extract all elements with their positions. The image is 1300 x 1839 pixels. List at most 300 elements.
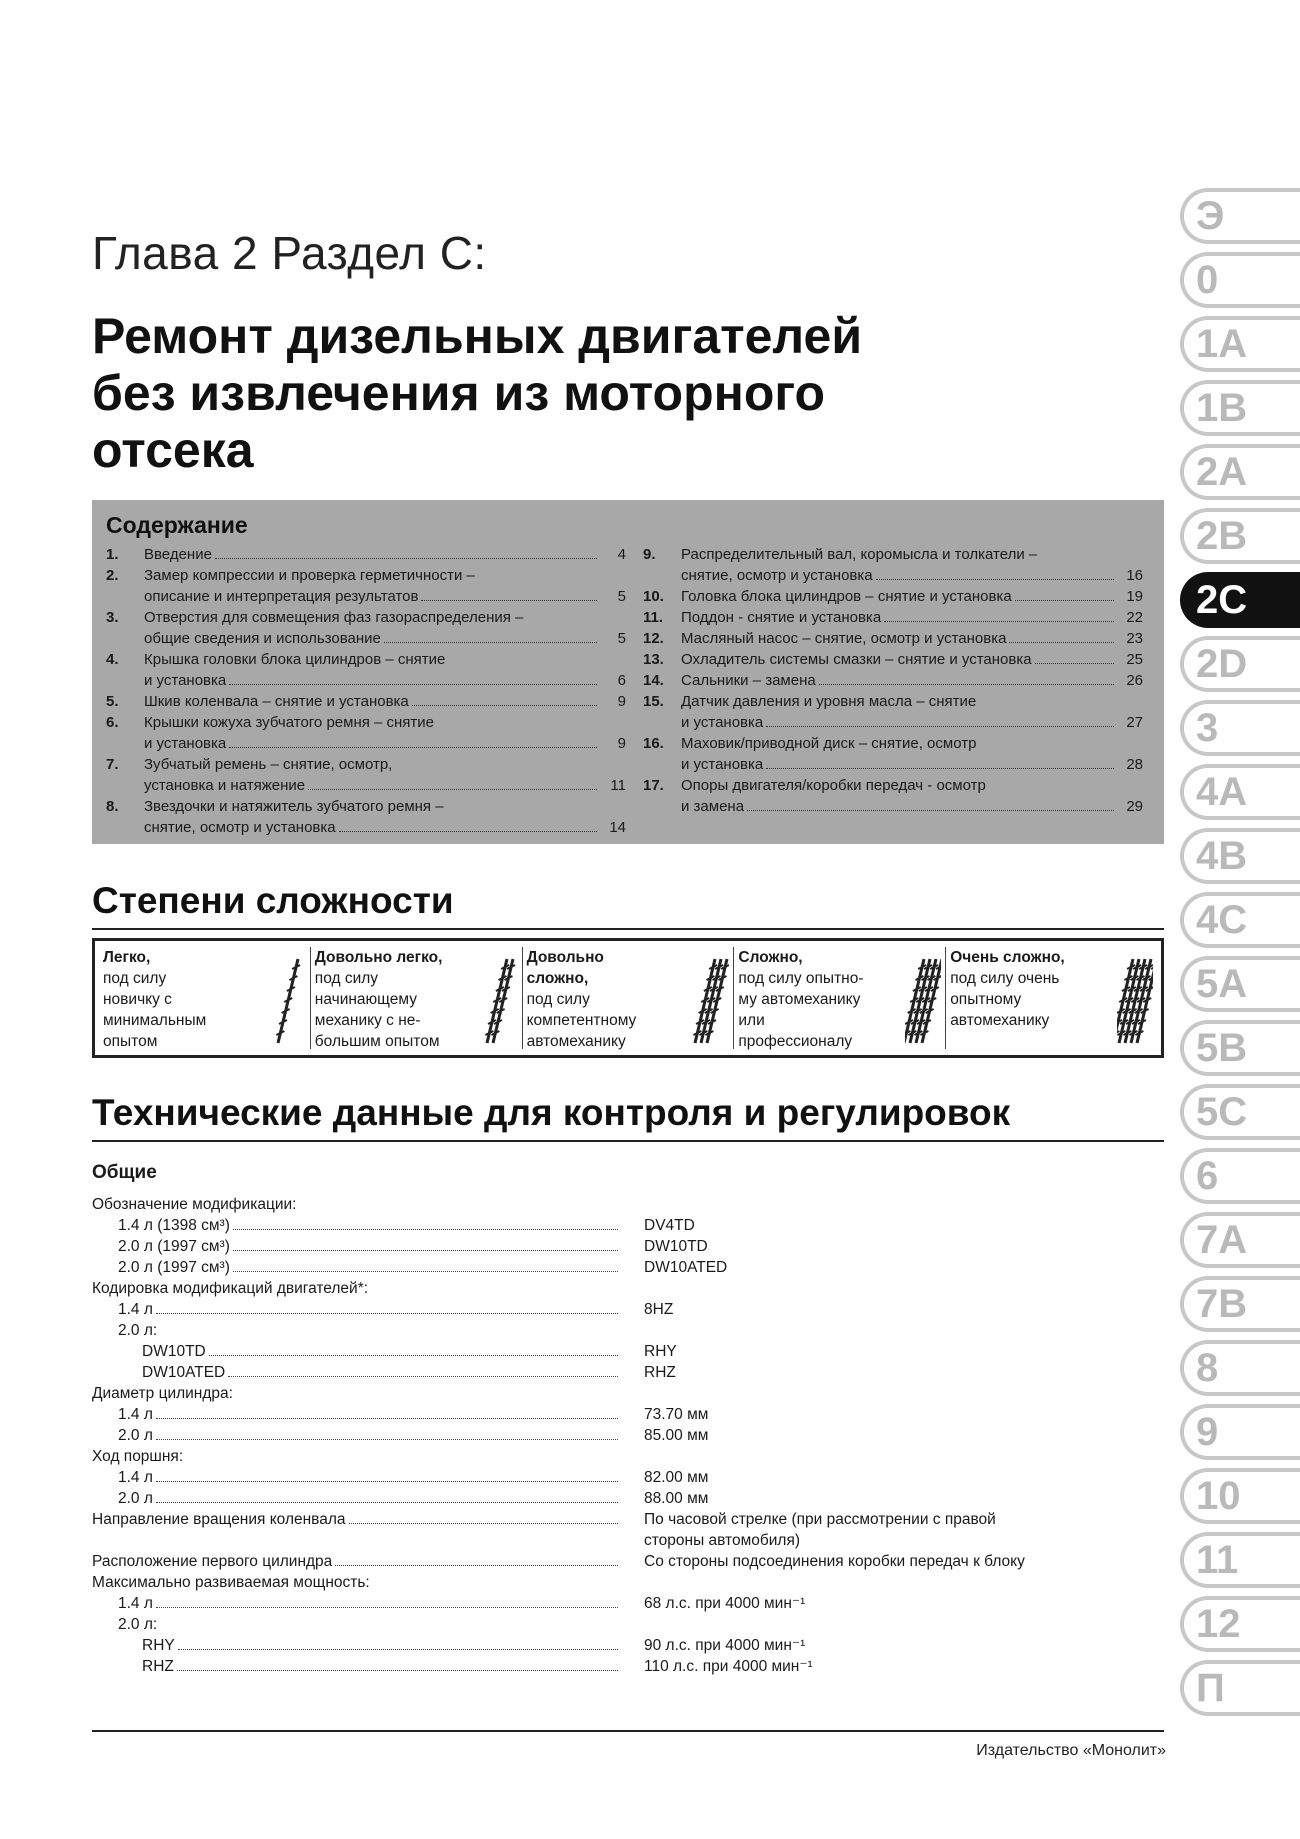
spec-value: 90 л.с. при 4000 мин⁻¹ <box>644 1637 806 1654</box>
toc-entry-number: 2. <box>106 567 119 584</box>
spec-label <box>92 1488 622 1509</box>
toc-entry-body <box>144 796 626 838</box>
toc-entry-line <box>144 565 626 586</box>
dot-leader <box>308 788 597 790</box>
toc-entry-body <box>144 712 626 754</box>
wrench-level-1-icon <box>270 951 306 1051</box>
difficulty-description: под силу очень <box>950 970 1060 987</box>
toc-page-number: 26 <box>1126 672 1143 689</box>
wrench-level-3-icon <box>693 951 729 1051</box>
toc-entry-line <box>144 817 626 838</box>
toc-page-number: 19 <box>1126 588 1143 605</box>
spec-label <box>92 1551 622 1572</box>
toc-entry-line <box>144 544 626 565</box>
spec-label-text: Кодировка модификаций двигателей*: <box>92 1280 369 1297</box>
wrench-level-4-icon <box>905 951 941 1051</box>
spec-label <box>92 1320 622 1341</box>
spec-label <box>92 1383 622 1404</box>
toc-entry-body <box>681 628 1143 649</box>
toc-entry-line <box>144 607 626 628</box>
difficulty-description: му автомеханику <box>738 991 861 1008</box>
toc-left-column <box>106 544 626 838</box>
toc-entry-number: 13. <box>643 651 664 668</box>
spec-value: DW10ATED <box>644 1259 728 1276</box>
toc-entry-number: 6. <box>106 714 119 731</box>
spec-label-text: Направление вращения коленвала <box>92 1511 346 1528</box>
chapter-tab[interactable]: 0 <box>1180 252 1300 308</box>
dot-leader <box>1035 662 1114 664</box>
toc-entry-line <box>681 607 1143 628</box>
difficulty-description: автомеханику <box>950 1012 1050 1029</box>
chapter-tab[interactable]: 11 <box>1180 1532 1300 1588</box>
difficulty-level <box>99 947 311 1049</box>
spec-label <box>92 1593 622 1614</box>
dot-leader <box>177 1669 618 1671</box>
toc-entry-text: Сальники – замена <box>681 672 816 689</box>
toc-page-number: 9 <box>617 735 626 752</box>
toc-page-number: 23 <box>1126 630 1143 647</box>
toc-right-column <box>643 544 1143 817</box>
spec-row <box>92 1530 1164 1551</box>
spec-table <box>92 1194 1164 1677</box>
toc-entry-line <box>144 754 626 775</box>
dot-leader <box>156 1501 618 1503</box>
chapter-tab[interactable]: 8 <box>1180 1340 1300 1396</box>
toc-entry-line <box>681 649 1143 670</box>
dot-leader <box>156 1312 618 1314</box>
toc-entry[interactable] <box>643 670 1143 691</box>
spec-row <box>92 1467 1164 1488</box>
chapter-tab[interactable]: 2D <box>1180 636 1300 692</box>
spec-label-text: 2.0 л <box>118 1490 153 1507</box>
contents-title: Содержание <box>106 512 248 538</box>
toc-entry-text: и установка <box>144 672 227 689</box>
spec-row <box>92 1593 1164 1614</box>
spec-label-text: 2.0 л (1997 см³) <box>118 1238 230 1255</box>
toc-entry-number: 1. <box>106 546 119 563</box>
toc-entry[interactable] <box>643 733 1143 775</box>
footer-divider <box>92 1730 1164 1732</box>
wrench-level-2-icon <box>482 951 518 1051</box>
toc-entry-body <box>681 586 1143 607</box>
spec-label <box>92 1404 622 1425</box>
toc-entry-line <box>681 712 1143 733</box>
toc-entry-body <box>144 649 626 691</box>
difficulty-title: Сложно, <box>738 949 803 966</box>
spec-row <box>92 1236 1164 1257</box>
toc-entry-text: Введение <box>144 546 212 563</box>
toc-entry[interactable] <box>106 565 626 607</box>
toc-entry-line <box>681 586 1143 607</box>
dot-leader <box>766 767 1114 769</box>
difficulty-level <box>523 947 735 1049</box>
toc-entry-text: Зубчатый ремень – снятие, осмотр, <box>144 756 393 773</box>
toc-entry-line <box>144 628 626 649</box>
toc-entry-body <box>681 775 1143 817</box>
chapter-tab[interactable]: 5A <box>1180 956 1300 1012</box>
toc-entry-line <box>144 733 626 754</box>
chapter-tab[interactable]: 4A <box>1180 764 1300 820</box>
toc-entry-number: 15. <box>643 693 664 710</box>
spec-label <box>92 1299 622 1320</box>
dot-leader <box>156 1480 618 1482</box>
spec-row <box>92 1404 1164 1425</box>
difficulty-title: сложно, <box>526 970 589 987</box>
difficulty-scale <box>92 938 1164 1058</box>
toc-entry-text: Маховик/приводной диск – снятие, осмотр <box>681 735 977 752</box>
chapter-tabs <box>1180 188 1300 1724</box>
dot-leader <box>819 683 1114 685</box>
spec-row <box>92 1299 1164 1320</box>
page-title-line: Ремонт дизельных двигателей <box>92 308 863 364</box>
spec-row <box>92 1341 1164 1362</box>
spec-label-text: 2.0 л: <box>118 1322 158 1339</box>
spec-value: DW10TD <box>644 1238 708 1255</box>
difficulty-description: под силу <box>103 970 167 987</box>
spec-label <box>92 1425 622 1446</box>
spec-label <box>92 1278 622 1299</box>
dot-leader <box>229 683 597 685</box>
difficulty-description: новичку с <box>103 991 172 1008</box>
dot-leader <box>339 830 597 832</box>
chapter-tab[interactable]: 2C <box>1180 572 1300 628</box>
difficulty-description: начинающему <box>314 991 417 1008</box>
toc-entry-line <box>681 691 1143 712</box>
contents-box <box>92 500 1164 844</box>
dot-leader <box>233 1249 618 1251</box>
difficulty-level <box>311 947 523 1049</box>
dot-leader <box>747 809 1114 811</box>
spec-label-text: Ход поршня: <box>92 1448 184 1465</box>
toc-entry-text: общие сведения и использование <box>144 630 381 647</box>
toc-entry[interactable] <box>106 712 626 754</box>
spec-label-text: 2.0 л <box>118 1427 153 1444</box>
spec-label-text: 2.0 л (1997 см³) <box>118 1259 230 1276</box>
difficulty-text <box>103 947 270 1049</box>
spec-row <box>92 1614 1164 1635</box>
spec-label-text: 1.4 л <box>118 1595 153 1612</box>
toc-entry-text: Головка блока цилиндров – снятие и установка <box>681 588 1012 605</box>
chapter-tab[interactable]: 4C <box>1180 892 1300 948</box>
toc-entry[interactable] <box>106 649 626 691</box>
toc-entry-text: описание и интерпретация результатов <box>144 588 419 605</box>
dot-leader <box>766 725 1114 727</box>
difficulty-title: Легко, <box>103 949 151 966</box>
page-title-line: без извлечения из моторного <box>92 365 826 421</box>
toc-entry-body <box>144 607 626 649</box>
spec-label-text: 1.4 л <box>118 1406 153 1423</box>
chapter-tab[interactable]: 7A <box>1180 1212 1300 1268</box>
difficulty-title: Очень сложно, <box>950 949 1065 966</box>
toc-entry[interactable] <box>643 607 1143 628</box>
toc-entry-number: 16. <box>643 735 664 752</box>
spec-label-text: 1.4 л <box>118 1301 153 1318</box>
toc-entry-text: снятие, осмотр и установка <box>681 567 873 584</box>
spec-row <box>92 1551 1164 1572</box>
spec-label <box>92 1236 622 1257</box>
dot-leader <box>884 620 1114 622</box>
spec-label <box>92 1635 622 1656</box>
toc-page-number: 11 <box>610 777 626 794</box>
spec-label <box>92 1257 622 1278</box>
spec-label <box>92 1194 622 1215</box>
toc-entry-text: Отверстия для совмещения фаз газораспределения – <box>144 609 524 626</box>
dot-leader <box>233 1228 618 1230</box>
dot-leader <box>335 1564 618 1566</box>
spec-label-text: 1.4 л (1398 см³) <box>118 1217 230 1234</box>
difficulty-description: опытному <box>950 991 1022 1008</box>
spec-label <box>92 1572 622 1593</box>
spec-row <box>92 1446 1164 1467</box>
spec-row <box>92 1509 1164 1530</box>
toc-entry-line <box>681 796 1143 817</box>
chapter-tab[interactable]: 5C <box>1180 1084 1300 1140</box>
dot-leader <box>412 704 597 706</box>
spec-label-text: Расположение первого цилиндра <box>92 1553 333 1570</box>
chapter-tab[interactable]: 5B <box>1180 1020 1300 1076</box>
toc-entry-text: и замена <box>681 798 745 815</box>
toc-entry-number: 11. <box>643 609 664 626</box>
dot-leader <box>349 1522 618 1524</box>
spec-row <box>92 1635 1164 1656</box>
toc-entry-line <box>681 754 1143 775</box>
toc-entry-number: 9. <box>643 546 656 563</box>
spec-label <box>92 1341 622 1362</box>
toc-page-number: 9 <box>617 693 626 710</box>
toc-entry-text: Распределительный вал, коромысла и толкатели – <box>681 546 1038 563</box>
toc-page-number: 5 <box>617 630 626 647</box>
toc-page-number: 22 <box>1126 609 1143 626</box>
toc-entry[interactable] <box>106 796 626 838</box>
difficulty-title: Довольно <box>526 949 604 966</box>
toc-entry-line <box>144 712 626 733</box>
toc-entry-text: Шкив коленвала – снятие и установка <box>144 693 409 710</box>
toc-entry-number: 17. <box>643 777 664 794</box>
toc-page-number: 28 <box>1126 756 1143 773</box>
toc-entry-number: 7. <box>106 756 119 773</box>
spec-value: 85.00 мм <box>644 1427 709 1444</box>
toc-entry-text: снятие, осмотр и установка <box>144 819 336 836</box>
toc-entry-line <box>144 691 626 712</box>
toc-entry-body <box>681 607 1143 628</box>
toc-entry-text: Охладитель системы смазки – снятие и установка <box>681 651 1032 668</box>
chapter-tab[interactable]: 4B <box>1180 828 1300 884</box>
difficulty-heading: Степени сложности <box>92 880 1164 930</box>
toc-entry-text: Опоры двигателя/коробки передач - осмотр <box>681 777 986 794</box>
difficulty-text <box>527 947 694 1049</box>
toc-entry[interactable] <box>643 649 1143 670</box>
dot-leader <box>384 641 597 643</box>
spec-value: 88.00 мм <box>644 1490 709 1507</box>
toc-entry-line <box>144 775 626 796</box>
spec-value: DV4TD <box>644 1217 695 1234</box>
spec-label-text: RHY <box>142 1637 175 1654</box>
difficulty-description: под силу опытно- <box>738 970 864 987</box>
spec-label-text: RHZ <box>142 1658 174 1675</box>
chapter-tab[interactable]: 6 <box>1180 1148 1300 1204</box>
toc-entry-line <box>681 565 1143 586</box>
toc-entry-body <box>681 670 1143 691</box>
chapter-tab[interactable]: 2A <box>1180 444 1300 500</box>
toc-entry-body <box>681 649 1143 670</box>
toc-entry-body <box>681 544 1143 586</box>
toc-entry-number: 3. <box>106 609 119 626</box>
spec-label-text: DW10TD <box>142 1343 206 1360</box>
chapter-tab[interactable]: П <box>1180 1660 1300 1716</box>
spec-row <box>92 1257 1164 1278</box>
wrench-level-5-icon <box>1117 951 1153 1051</box>
spec-row <box>92 1572 1164 1593</box>
toc-entry-text: Звездочки и натяжитель зубчатого ремня – <box>144 798 444 815</box>
toc-entry-line <box>681 733 1143 754</box>
toc-page-number: 25 <box>1126 651 1143 668</box>
spec-value: Со стороны подсоединения коробки передач к блоку <box>644 1553 1025 1570</box>
toc-entry[interactable] <box>643 691 1143 733</box>
toc-entry[interactable] <box>643 586 1143 607</box>
toc-entry-line <box>144 670 626 691</box>
spec-label <box>92 1215 622 1236</box>
publisher-name: Издательство «Монолит» <box>976 1742 1166 1759</box>
toc-entry[interactable] <box>106 754 626 796</box>
spec-row <box>92 1215 1164 1236</box>
dot-leader <box>156 1606 618 1608</box>
spec-row <box>92 1488 1164 1509</box>
difficulty-description: под силу <box>314 970 379 987</box>
spec-value: 110 л.с. при 4000 мин⁻¹ <box>644 1658 813 1675</box>
toc-entry[interactable] <box>643 775 1143 817</box>
spec-value: RHY <box>644 1343 677 1360</box>
difficulty-description: опытом <box>103 1033 158 1050</box>
difficulty-text <box>315 947 482 1049</box>
spec-row <box>92 1320 1164 1341</box>
chapter-tab[interactable]: 1B <box>1180 380 1300 436</box>
spec-row <box>92 1656 1164 1677</box>
spec-label <box>92 1362 622 1383</box>
toc-entry-body <box>144 565 626 607</box>
difficulty-level <box>946 947 1157 1049</box>
spec-value: RHZ <box>644 1364 676 1381</box>
spec-row <box>92 1278 1164 1299</box>
toc-entry-number: 14. <box>643 672 664 689</box>
dot-leader <box>233 1270 618 1272</box>
toc-entry-line <box>681 670 1143 691</box>
toc-entry-text: Крышка головки блока цилиндров – снятие <box>144 651 446 668</box>
toc-entry-text: и установка <box>681 714 764 731</box>
spec-row <box>92 1425 1164 1446</box>
dot-leader <box>1009 641 1114 643</box>
toc-entry-number: 5. <box>106 693 119 710</box>
spec-value: 82.00 мм <box>644 1469 709 1486</box>
spec-row <box>92 1194 1164 1215</box>
toc-entry-line <box>144 796 626 817</box>
spec-label <box>92 1614 622 1635</box>
toc-page-number: 27 <box>1126 714 1143 731</box>
toc-entry-text: Поддон - снятие и установка <box>681 609 882 626</box>
toc-page-number: 29 <box>1126 798 1143 815</box>
tech-data-heading: Технические данные для контроля и регулировок <box>92 1092 1164 1142</box>
chapter-tab[interactable]: Э <box>1180 188 1300 244</box>
toc-entry-body <box>681 691 1143 733</box>
difficulty-description: или <box>738 1012 765 1029</box>
dot-leader <box>876 578 1114 580</box>
toc-page-number: 5 <box>617 588 626 605</box>
dot-leader <box>215 557 597 559</box>
spec-value: 68 л.с. при 4000 мин⁻¹ <box>644 1595 806 1612</box>
toc-entry-line <box>681 628 1143 649</box>
dot-leader <box>156 1438 618 1440</box>
difficulty-text <box>950 947 1117 1049</box>
toc-entry-number: 4. <box>106 651 119 668</box>
dot-leader <box>228 1375 618 1377</box>
spec-row <box>92 1383 1164 1404</box>
chapter-tab[interactable]: 2B <box>1180 508 1300 564</box>
chapter-tab[interactable]: 9 <box>1180 1404 1300 1460</box>
spec-label-text: DW10ATED <box>142 1364 226 1381</box>
dot-leader <box>156 1417 618 1419</box>
toc-entry-text: Датчик давления и уровня масла – снятие <box>681 693 977 710</box>
toc-entry-body <box>144 691 626 712</box>
chapter-tab[interactable]: 12 <box>1180 1596 1300 1652</box>
toc-entry-number: 8. <box>106 798 119 815</box>
dot-leader <box>229 746 597 748</box>
toc-entry-line <box>681 775 1143 796</box>
toc-entry[interactable] <box>106 691 626 712</box>
toc-entry[interactable] <box>643 544 1143 586</box>
difficulty-description: компетентному <box>526 1012 637 1029</box>
spec-row <box>92 1362 1164 1383</box>
spec-label-text: 2.0 л: <box>118 1616 158 1633</box>
spec-label-text: Максимально развиваемая мощность: <box>92 1574 370 1591</box>
toc-entry-line <box>144 649 626 670</box>
toc-entry-text: и установка <box>681 756 764 773</box>
chapter-tab[interactable]: 3 <box>1180 700 1300 756</box>
toc-page-number: 6 <box>617 672 626 689</box>
spec-label <box>92 1446 622 1467</box>
toc-entry-text: Замер компрессии и проверка герметичности – <box>144 567 475 584</box>
spec-value: 73.70 мм <box>644 1406 709 1423</box>
toc-entry-line <box>681 544 1143 565</box>
difficulty-description: механику с не- <box>314 1012 421 1029</box>
spec-label-text: Диаметр цилиндра: <box>92 1385 233 1402</box>
toc-entry-body <box>144 754 626 796</box>
toc-entry-line <box>144 586 626 607</box>
difficulty-description: профессионалу <box>738 1033 853 1050</box>
difficulty-description: большим опытом <box>314 1033 440 1050</box>
toc-entry-text: Масляный насос – снятие, осмотр и установка <box>681 630 1007 647</box>
toc-entry[interactable] <box>643 628 1143 649</box>
toc-entry[interactable] <box>106 544 626 565</box>
spec-label <box>92 1509 622 1530</box>
spec-label <box>92 1656 622 1677</box>
difficulty-text <box>738 947 905 1049</box>
chapter-tab[interactable]: 10 <box>1180 1468 1300 1524</box>
page-title <box>92 308 1132 479</box>
spec-value: 8HZ <box>644 1301 674 1318</box>
difficulty-level <box>734 947 946 1049</box>
chapter-tab[interactable]: 1A <box>1180 316 1300 372</box>
toc-entry[interactable] <box>106 607 626 649</box>
toc-entry-body <box>681 733 1143 775</box>
dot-leader <box>421 599 597 601</box>
toc-entry-number: 12. <box>643 630 664 647</box>
toc-page-number: 14 <box>609 819 626 836</box>
toc-entry-text: установка и натяжение <box>144 777 306 794</box>
toc-entry-text: и установка <box>144 735 227 752</box>
chapter-tab[interactable]: 7B <box>1180 1276 1300 1332</box>
difficulty-description: автомеханику <box>526 1033 626 1050</box>
page-title-line: отсека <box>92 422 254 478</box>
toc-entry-text: Крышки кожуха зубчатого ремня – снятие <box>144 714 435 731</box>
